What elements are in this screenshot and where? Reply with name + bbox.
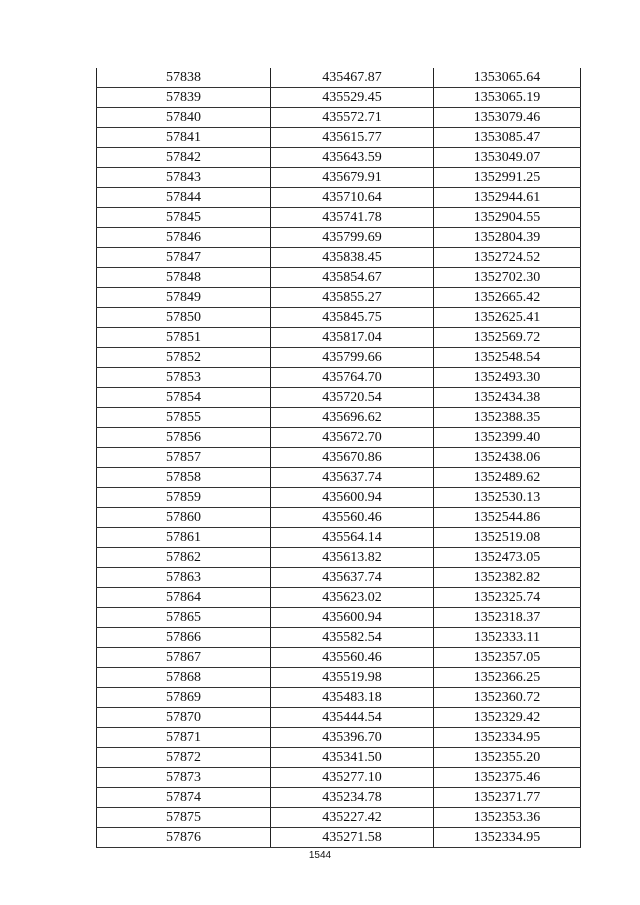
y-coordinate-cell: 1352473.05 (434, 548, 581, 568)
point-number-cell: 57839 (97, 88, 271, 108)
table-row (97, 188, 581, 208)
point-number-cell: 57851 (97, 328, 271, 348)
y-coordinate-cell: 1353049.07 (434, 148, 581, 168)
point-number-cell: 57846 (97, 228, 271, 248)
point-number-cell: 57854 (97, 388, 271, 408)
x-coordinate-cell: 435679.91 (271, 168, 434, 188)
point-number-cell: 57844 (97, 188, 271, 208)
point-number-cell: 57847 (97, 248, 271, 268)
table-row (97, 328, 581, 348)
x-coordinate-cell: 435560.46 (271, 648, 434, 668)
y-coordinate-cell: 1352366.25 (434, 668, 581, 688)
table-row (97, 408, 581, 428)
point-number-cell: 57852 (97, 348, 271, 368)
x-coordinate-cell: 435799.69 (271, 228, 434, 248)
y-coordinate-cell: 1352625.41 (434, 308, 581, 328)
point-number-cell: 57865 (97, 608, 271, 628)
table-row (97, 668, 581, 688)
point-number-cell: 57873 (97, 768, 271, 788)
point-number-cell: 57841 (97, 128, 271, 148)
y-coordinate-cell: 1352371.77 (434, 788, 581, 808)
x-coordinate-cell: 435643.59 (271, 148, 434, 168)
x-coordinate-cell: 435234.78 (271, 788, 434, 808)
x-coordinate-cell: 435623.02 (271, 588, 434, 608)
y-coordinate-cell: 1352724.52 (434, 248, 581, 268)
coordinates-table (96, 68, 581, 848)
x-coordinate-cell: 435764.70 (271, 368, 434, 388)
y-coordinate-cell: 1353085.47 (434, 128, 581, 148)
point-number-cell: 57849 (97, 288, 271, 308)
table-row (97, 148, 581, 168)
y-coordinate-cell: 1352702.30 (434, 268, 581, 288)
y-coordinate-cell: 1352399.40 (434, 428, 581, 448)
point-number-cell: 57866 (97, 628, 271, 648)
table-row (97, 468, 581, 488)
table-row (97, 228, 581, 248)
point-number-cell: 57863 (97, 568, 271, 588)
point-number-cell: 57842 (97, 148, 271, 168)
table-row (97, 768, 581, 788)
x-coordinate-cell: 435560.46 (271, 508, 434, 528)
table-row (97, 688, 581, 708)
x-coordinate-cell: 435564.14 (271, 528, 434, 548)
x-coordinate-cell: 435817.04 (271, 328, 434, 348)
y-coordinate-cell: 1352548.54 (434, 348, 581, 368)
point-number-cell: 57870 (97, 708, 271, 728)
page-number: 1544 (308, 850, 332, 861)
x-coordinate-cell: 435854.67 (271, 268, 434, 288)
x-coordinate-cell: 435444.54 (271, 708, 434, 728)
y-coordinate-cell: 1352493.30 (434, 368, 581, 388)
x-coordinate-cell: 435600.94 (271, 608, 434, 628)
point-number-cell: 57853 (97, 368, 271, 388)
y-coordinate-cell: 1352991.25 (434, 168, 581, 188)
x-coordinate-cell: 435696.62 (271, 408, 434, 428)
table-row (97, 748, 581, 768)
coordinates-table-body (97, 68, 581, 848)
y-coordinate-cell: 1352530.13 (434, 488, 581, 508)
table-row (97, 488, 581, 508)
table-row (97, 608, 581, 628)
table-row (97, 628, 581, 648)
point-number-cell: 57872 (97, 748, 271, 768)
point-number-cell: 57858 (97, 468, 271, 488)
x-coordinate-cell: 435637.74 (271, 468, 434, 488)
x-coordinate-cell: 435845.75 (271, 308, 434, 328)
x-coordinate-cell: 435572.71 (271, 108, 434, 128)
table-row (97, 268, 581, 288)
y-coordinate-cell: 1352333.11 (434, 628, 581, 648)
y-coordinate-cell: 1352388.35 (434, 408, 581, 428)
table-row (97, 448, 581, 468)
y-coordinate-cell: 1352434.38 (434, 388, 581, 408)
point-number-cell: 57861 (97, 528, 271, 548)
x-coordinate-cell: 435396.70 (271, 728, 434, 748)
x-coordinate-cell: 435467.87 (271, 68, 434, 88)
table-row (97, 368, 581, 388)
y-coordinate-cell: 1352544.86 (434, 508, 581, 528)
point-number-cell: 57871 (97, 728, 271, 748)
table-row (97, 68, 581, 88)
y-coordinate-cell: 1352804.39 (434, 228, 581, 248)
table-row (97, 508, 581, 528)
x-coordinate-cell: 435613.82 (271, 548, 434, 568)
x-coordinate-cell: 435529.45 (271, 88, 434, 108)
point-number-cell: 57855 (97, 408, 271, 428)
table-row (97, 388, 581, 408)
y-coordinate-cell: 1352355.20 (434, 748, 581, 768)
table-row (97, 568, 581, 588)
x-coordinate-cell: 435277.10 (271, 768, 434, 788)
table-row (97, 648, 581, 668)
point-number-cell: 57874 (97, 788, 271, 808)
y-coordinate-cell: 1353065.64 (434, 68, 581, 88)
point-number-cell: 57876 (97, 828, 271, 848)
y-coordinate-cell: 1352360.72 (434, 688, 581, 708)
y-coordinate-cell: 1352382.82 (434, 568, 581, 588)
table-row (97, 128, 581, 148)
table-row (97, 428, 581, 448)
table-row (97, 548, 581, 568)
x-coordinate-cell: 435582.54 (271, 628, 434, 648)
y-coordinate-cell: 1352569.72 (434, 328, 581, 348)
table-row (97, 828, 581, 848)
table-row (97, 708, 581, 728)
table-row (97, 288, 581, 308)
table-row (97, 808, 581, 828)
y-coordinate-cell: 1352489.62 (434, 468, 581, 488)
x-coordinate-cell: 435670.86 (271, 448, 434, 468)
point-number-cell: 57840 (97, 108, 271, 128)
point-number-cell: 57875 (97, 808, 271, 828)
point-number-cell: 57859 (97, 488, 271, 508)
x-coordinate-cell: 435855.27 (271, 288, 434, 308)
point-number-cell: 57848 (97, 268, 271, 288)
point-number-cell: 57856 (97, 428, 271, 448)
point-number-cell: 57860 (97, 508, 271, 528)
table-row (97, 88, 581, 108)
point-number-cell: 57867 (97, 648, 271, 668)
point-number-cell: 57868 (97, 668, 271, 688)
y-coordinate-cell: 1352325.74 (434, 588, 581, 608)
table-row (97, 108, 581, 128)
y-coordinate-cell: 1352904.55 (434, 208, 581, 228)
x-coordinate-cell: 435741.78 (271, 208, 434, 228)
table-row (97, 788, 581, 808)
y-coordinate-cell: 1353065.19 (434, 88, 581, 108)
x-coordinate-cell: 435710.64 (271, 188, 434, 208)
x-coordinate-cell: 435672.70 (271, 428, 434, 448)
y-coordinate-cell: 1352944.61 (434, 188, 581, 208)
table-row (97, 588, 581, 608)
x-coordinate-cell: 435341.50 (271, 748, 434, 768)
point-number-cell: 57862 (97, 548, 271, 568)
point-number-cell: 57850 (97, 308, 271, 328)
table-row (97, 728, 581, 748)
x-coordinate-cell: 435271.58 (271, 828, 434, 848)
table-row (97, 308, 581, 328)
y-coordinate-cell: 1352353.36 (434, 808, 581, 828)
table-row (97, 528, 581, 548)
y-coordinate-cell: 1352519.08 (434, 528, 581, 548)
point-number-cell: 57869 (97, 688, 271, 708)
point-number-cell: 57864 (97, 588, 271, 608)
point-number-cell: 57838 (97, 68, 271, 88)
x-coordinate-cell: 435483.18 (271, 688, 434, 708)
y-coordinate-cell: 1352357.05 (434, 648, 581, 668)
table-row (97, 168, 581, 188)
x-coordinate-cell: 435637.74 (271, 568, 434, 588)
table-row (97, 208, 581, 228)
table-row (97, 248, 581, 268)
y-coordinate-cell: 1353079.46 (434, 108, 581, 128)
y-coordinate-cell: 1352438.06 (434, 448, 581, 468)
y-coordinate-cell: 1352334.95 (434, 828, 581, 848)
y-coordinate-cell: 1352334.95 (434, 728, 581, 748)
x-coordinate-cell: 435799.66 (271, 348, 434, 368)
x-coordinate-cell: 435720.54 (271, 388, 434, 408)
point-number-cell: 57857 (97, 448, 271, 468)
y-coordinate-cell: 1352375.46 (434, 768, 581, 788)
table-row (97, 348, 581, 368)
point-number-cell: 57845 (97, 208, 271, 228)
x-coordinate-cell: 435519.98 (271, 668, 434, 688)
y-coordinate-cell: 1352318.37 (434, 608, 581, 628)
y-coordinate-cell: 1352329.42 (434, 708, 581, 728)
point-number-cell: 57843 (97, 168, 271, 188)
x-coordinate-cell: 435600.94 (271, 488, 434, 508)
x-coordinate-cell: 435838.45 (271, 248, 434, 268)
y-coordinate-cell: 1352665.42 (434, 288, 581, 308)
x-coordinate-cell: 435227.42 (271, 808, 434, 828)
x-coordinate-cell: 435615.77 (271, 128, 434, 148)
